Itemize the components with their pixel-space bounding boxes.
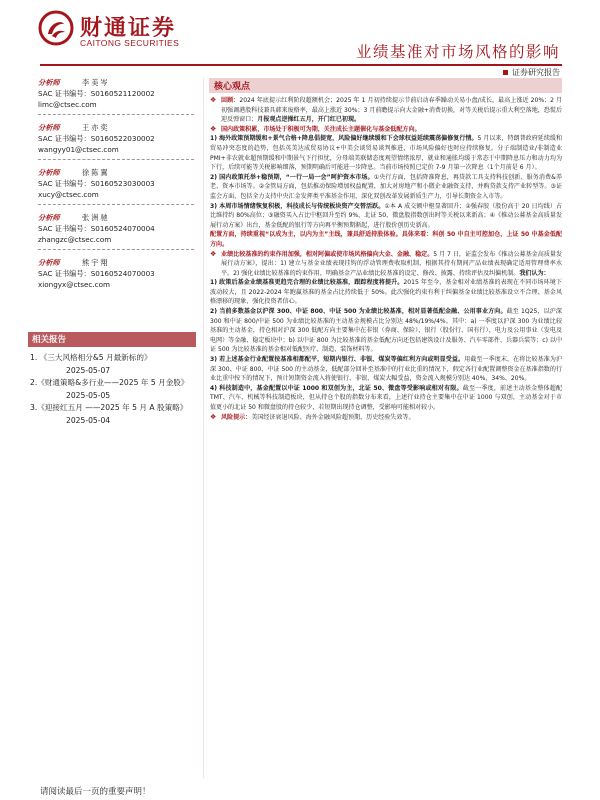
analyst-email[interactable]: zhangzc@ctsec.com <box>38 235 112 244</box>
point2-paragraph <box>210 307 562 355</box>
column-divider <box>203 78 204 778</box>
related-report-item[interactable] <box>30 402 196 427</box>
related-report-title: 2.《财通策略&多行业——2025 年 5 月金股》 <box>30 378 189 388</box>
analyst-list <box>38 78 196 303</box>
report-title: 业绩基准对市场风格的影响 <box>355 43 560 61</box>
point1-lead: 1) 政策后基金业绩基准更趋完合理的业绩比较基准，跟踪程度将提升。 <box>210 279 404 287</box>
domestic-lead: 2) 国内政策托举+稳预期，“一行一局一会”呵护资本市场。 <box>210 173 374 181</box>
analyst-divider <box>38 159 194 160</box>
analyst-name: 王亦奕 <box>82 123 110 132</box>
related-report-item[interactable] <box>30 377 196 402</box>
review-paragraph <box>210 96 562 125</box>
analyst-email[interactable]: xiongyx@ctsec.com <box>38 280 110 289</box>
analyst-email[interactable]: xucy@ctsec.com <box>38 190 99 199</box>
point2-lead: 2) 当前多数基金以沪深 300、中证 800、中证 500 为业绩比较基准，相对显著低配金融、公用事业方向。 <box>210 308 507 316</box>
core-view-title: 核心观点 <box>214 82 251 92</box>
point1-text: 2015 年至今，基金相对业绩基准的表现在不同市场环境下波动较大，且 2022-2024 年跑赢基准的基金占比持续低于 50%。此次强化约束有利于纠偏基金业绩比较基准设立不合理、基金风格漂移的现象，强化投资者信心。 <box>210 279 562 306</box>
analyst-cert: SAC 证书编号：S0160522030002 <box>38 134 155 143</box>
disclaimer-footer: 请阅读最后一页的重要声明！ <box>40 787 151 797</box>
analyst-card <box>38 168 196 213</box>
analyst-card <box>38 213 196 258</box>
point3-text: 用截至一季度末，在将比较基准为沪深 300、中证 800、中证 500 的主动基金，低配部分回补至基准中的行业比重的情况下，假定各行业配置调整资金在基准指数的行业比重中按下的情况下，预计短期资金流入将使银行、非银、煤炭大幅受益，资金流入规模分别达 40%、34%、20%。 <box>210 356 562 383</box>
related-reports-header <box>28 332 196 347</box>
analyst-card <box>38 123 196 168</box>
analyst-role: 分析师 <box>38 123 60 132</box>
core-view-header <box>209 78 562 93</box>
analyst-role: 分析师 <box>38 258 60 267</box>
allocation-text: 配置方面，持续重视“以成为主，以内为主”主线，兼具舒适持股体验。具体来看：科创 50 中自主可控加仓，上证 50 中基金低配方向。 <box>210 231 562 248</box>
analyst-cert: SAC 证书编号：S0160521120002 <box>38 89 155 98</box>
arrow-bullet-icon: ❖ <box>210 124 217 133</box>
point3-lead: 3) 若上述基金行业配置按基准相都配平，短期内银行、非银、煤炭等偏红利方向或明显受益。 <box>210 356 465 364</box>
benchmark-lead: 业绩比较基准的约束作用加强，相对阿偏或使市场风格偏向大金、金融、稳定。 <box>221 250 434 258</box>
policy-headline-text: 国内政策积累，市场处于积极可为期，关注成长主题催化与基金低配方向。 <box>221 125 421 133</box>
arrow-bullet-icon: ❖ <box>210 249 217 258</box>
point1-paragraph <box>210 278 562 307</box>
policy-headline <box>210 125 562 135</box>
related-report-date: 2025-05-04 <box>66 415 111 425</box>
overseas-text: 5 月以来，特朗普政府延续缓和贸易冲突态度的趋势，包括英美达成贸易协议+中美会谈贸易谈判推进，市场风险偏好也时应持续修复。分子端制造业/非制造业 PMI+非农就业超预期缓和中期景气下行担忧，分母端美联储态度观望情绪浓厚，就业和通胀均缓于常态于中期降息压力和动力均为下行，后续可能等关税影响细落，预期明确后可能进一步降息。当前市场按照已定价 7-9 月第一次降息（1个月前是 6 月）。 <box>210 135 562 172</box>
benchmark-text: 5 月 7 日，证监会发布《推动公募基金高质量发展行动方案》，提出：1) 建立与基金业绩表现挂钩的浮动管理费收取机制，根据其持有期间产品业绩表现确定适用管理费率水平。2) 强化业绩比较基准的约束作用，明确基金产品业绩比较基准的设定、修改、披露、持续评估及纠偏机制。 <box>221 250 562 277</box>
analyst-card <box>38 258 196 303</box>
analyst-email[interactable]: limc@ctsec.com <box>38 100 97 109</box>
report-header <box>0 0 600 88</box>
point4-lead: 4) 科技制造中，基金配置以中证 1000 和双创为主，北证 50、微盘等受影响或相对有限。 <box>210 384 463 392</box>
overseas-lead: 1) 海外政策预期缓和+景气合格+降息倡提宽，风险偏好继续缓和下会球权益延续震荡偏修复行情。 <box>210 135 478 143</box>
benchmark-tail: 我们认为： <box>519 269 550 277</box>
title-divider <box>40 64 562 66</box>
related-reports-title: 相关报告 <box>32 335 67 345</box>
analyst-name: 徐陈翼 <box>82 168 110 177</box>
sentiment-text: ①本 A 成交额中枢显著回升；②强春胶（股份高于 20 日均线）占比维持约 80%高位；③融资买入占比中枢回升至约 9%，北证 50、微盘股指数创出时等关税以来新高；④《推动公募基金高质量发展行动方案》出台，基金低配的银行等方向再平衡预期渐起，进行股价创历史新高。 <box>210 202 562 229</box>
analyst-name: 李美岑 <box>82 78 110 87</box>
sentiment-lead: 3) 本周市场情绪恢复积极，科技成长与传统板块资产交替活跃。 <box>210 202 385 210</box>
logo-english-name: CAITONG SECURITIES <box>80 38 180 48</box>
risk-lead: 风险提示： <box>221 413 252 421</box>
review-lead: 回顾： <box>221 97 240 104</box>
analyst-email[interactable]: wangyy01@ctsec.com <box>38 145 119 154</box>
analyst-divider <box>38 249 194 250</box>
company-logo <box>38 8 188 52</box>
point3-paragraph <box>210 355 562 384</box>
analyst-name: 熊宇翔 <box>82 258 110 267</box>
point2-text: 截至 1Q25，以沪深 300 和中证 800/中证 500 为业绩比较基准的主动基金规模占比分别达 48%/19%/4%。其中：a) 一季度以沪深 300 为业绩比较基准的主动基金，持仓相对沪深 300 低配方向主要集中在非银（券商、保险）、银行（股份行、国有行）、电力及公用事业（发电及电网）等金融、稳定板块中；b) 以中证 800 为比较基准的基金低配方向还包括建筑设计及服务、汽车零部件、兵器兵装等；c) 以中证 500 为比较基准的基金相对低配医疗、制造、装饰材料等。 <box>210 308 562 354</box>
point4-paragraph <box>210 384 562 413</box>
analyst-role: 分析师 <box>38 213 60 222</box>
related-report-date: 2025-05-05 <box>66 390 111 400</box>
domestic-paragraph <box>210 173 562 202</box>
related-report-title: 1. 《三大风格相分&5 月最新标的》 <box>30 353 152 362</box>
analyst-divider <box>38 114 194 115</box>
domestic-text: ①央行方面，包括降准降息，再贷款工具支持科技创新、服务消费&养老、资本市场等。②金管局方面，包括推动保险增加权益配置，加大对房地产和小微企业融资支持，并购贷款支持产业转型等。③证监会方面，包括全力支持中央汇金发挥类平准基金作用，深化双创改革发展新质生产力，引导长期资金入市等。 <box>210 173 562 200</box>
caitong-logo-icon <box>38 10 74 46</box>
report-type-text: 证券研究报告 <box>512 68 560 77</box>
benchmark-paragraph <box>210 250 562 279</box>
point4-text: 截至一季度，前述主动基金整体超配 TMT、汽车、机械等科技制造板块，但从持仓个股的指数分布来看，上述行业持仓主要集中在中证 1000 与双创，主动基金对于市值更小的北证 50 和微盘股的持仓较少，若短期出现持仓调整，受影响可能相对较小。 <box>210 384 563 411</box>
arrow-bullet-icon: ❖ <box>210 96 217 104</box>
analyst-cert: SAC 证书编号：S0160523030003 <box>38 179 155 188</box>
analyst-card <box>38 78 196 123</box>
risk-paragraph <box>210 413 562 423</box>
core-view-body <box>210 96 562 422</box>
arrow-bullet-icon: ❖ <box>210 412 217 421</box>
report-type-label <box>503 67 560 78</box>
related-report-item[interactable] <box>30 352 196 377</box>
overseas-paragraph <box>210 134 562 172</box>
review-text: 2024 年底提示红利阶段超额机会；2025 年 1 月初持续提示节前启动春季躁动关易小盘/成长，最高上涨近 20%；2 月初强调港股科技兼具韩来废格率，最高上涨近 30%；3 月前瞻提示向大金融+消费切换，对等关税后提示重大利空落地，恐慌后迎反弹窗口； <box>221 97 563 124</box>
analyst-divider <box>38 204 194 205</box>
sentiment-paragraph <box>210 202 562 231</box>
allocation-paragraph <box>210 230 562 249</box>
logo-chinese-name: 财通证券 <box>80 15 177 41</box>
analyst-role: 分析师 <box>38 78 60 87</box>
related-reports-list <box>30 352 196 428</box>
analyst-role: 分析师 <box>38 168 60 177</box>
analyst-cert: SAC 证书编号：S0160524070004 <box>38 224 155 233</box>
related-report-title: 3.《迎接红五月 ——2025 年 5 月 A 股策略》 <box>30 403 188 413</box>
analyst-name: 张洲驰 <box>82 213 110 222</box>
related-report-date: 2025-05-07 <box>66 365 111 375</box>
review-conclusion: 月报观点逆操红五月，开门红已初现。 <box>257 116 361 124</box>
risk-text: 美国经济衰退风险、海外金融风险超预期、历史经验失效等。 <box>251 413 415 421</box>
square-bullet-icon <box>503 70 508 75</box>
analyst-cert: SAC 证书编号：S0160524070003 <box>38 269 155 278</box>
